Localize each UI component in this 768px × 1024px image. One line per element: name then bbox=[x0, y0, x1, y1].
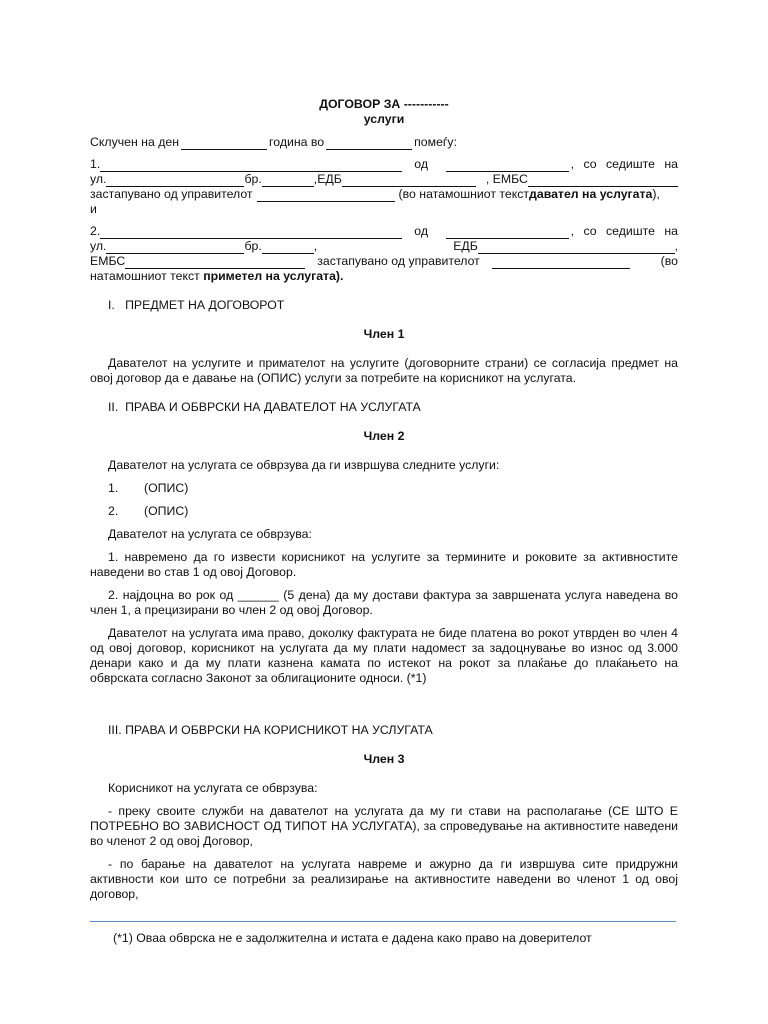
and-text: и bbox=[90, 202, 97, 216]
article2-para2: 2. најдоцна во рок од ______ (5 дена) да му достави фактура за завршената услуга наведена во член 1, а прецизирани во член 2 од овој Договор. bbox=[90, 588, 678, 617]
party1-edb: ,ЕДБ bbox=[313, 172, 342, 186]
article1-title: Член 1 bbox=[363, 327, 405, 341]
party2-od: од bbox=[414, 224, 429, 238]
list-item-text: (ОПИС) bbox=[144, 481, 189, 495]
party2-name-blank[interactable] bbox=[100, 226, 402, 239]
party2-rep-bold: приметел на услугата). bbox=[203, 269, 344, 283]
party1-line2 bbox=[90, 172, 678, 187]
party2-line3 bbox=[90, 254, 678, 269]
party1-rep-text: (во натамошниот текст bbox=[398, 187, 530, 201]
article2-para1: 1. навремено да го извести корисникот на услугите за термините и роковите за активностите наведени во став 1 од овој Договор. bbox=[90, 550, 678, 579]
list-item-num: 1. bbox=[108, 481, 119, 495]
party2-line1 bbox=[90, 224, 678, 239]
party2-line2: ул. бр. , ЕДБ , bbox=[90, 239, 678, 253]
section3-heading: III. ПРАВА И ОБВРСКИ НА КОРИСНИКОТ НА УСЛУГАТА bbox=[108, 723, 433, 737]
list-item-num: 2. bbox=[108, 504, 119, 518]
party2-street-blank[interactable] bbox=[106, 241, 244, 254]
doc-title: ДОГОВОР ЗА ----------- bbox=[319, 97, 449, 111]
party1-name-blank[interactable] bbox=[100, 159, 402, 172]
party1-num: 1. bbox=[90, 157, 101, 171]
concluded-line bbox=[90, 135, 678, 150]
article3-para2: - по барање на давателот на услугата навреме и ажурно да ги извршува сите придружни активности кои што се потребни за реализирање на активностите наведени во членот 1 од овој договор, bbox=[90, 857, 678, 901]
party1-embs-blank[interactable] bbox=[528, 174, 678, 187]
party2-edb: ЕДБ bbox=[453, 239, 478, 253]
party2-embs-blank[interactable] bbox=[125, 256, 305, 269]
list-item bbox=[90, 481, 678, 496]
party2-embs: ЕМБС bbox=[90, 254, 126, 268]
article2-title: Член 2 bbox=[363, 429, 405, 443]
party2-seat-label: , со седиште на bbox=[570, 224, 678, 238]
party1-manager-blank[interactable] bbox=[257, 189, 395, 202]
article2-intro: Давателот на услугата се обврзува да ги извршува следните услуги: bbox=[108, 458, 500, 472]
party1-ul: ул. bbox=[90, 172, 107, 186]
doc-subtitle: услуги bbox=[363, 112, 405, 126]
party1-rep-label: застапувано од управителот bbox=[90, 187, 253, 201]
list-item-text: (ОПИС) bbox=[144, 504, 189, 518]
party2-no-blank[interactable] bbox=[262, 241, 314, 254]
concluded-label: Склучен на ден bbox=[90, 135, 180, 149]
party1-street-blank[interactable] bbox=[106, 174, 244, 187]
article3-intro: Корисникот на услугата се обврзува: bbox=[108, 781, 318, 795]
party1-line3 bbox=[90, 187, 678, 202]
party2-ul: ул. bbox=[90, 239, 107, 253]
party2-rep-vo: (во bbox=[660, 254, 678, 268]
party1-seat-label: , со седиште на bbox=[570, 157, 678, 171]
party2-edb-blank[interactable] bbox=[478, 241, 675, 254]
party2-rep-label: застапувано од управителот bbox=[317, 254, 480, 268]
party1-od-blank[interactable] bbox=[446, 159, 569, 172]
year-label: година во bbox=[269, 135, 325, 149]
party1-embs: , ЕМБС bbox=[485, 172, 528, 186]
party2-num: 2. bbox=[90, 224, 101, 238]
party2-br: бр. bbox=[244, 239, 262, 253]
party1-line1 bbox=[90, 157, 678, 172]
party2-manager-blank[interactable] bbox=[492, 256, 630, 269]
place-blank[interactable] bbox=[326, 137, 412, 150]
article3-title: Член 3 bbox=[363, 752, 405, 766]
section1-heading: I. ПРЕДМЕТ НА ДОГОВОРОТ bbox=[108, 298, 285, 312]
article2-para3: Давателот на услугата има право, доколку фактурата не биде платена во рокот утврден во член 4 од овој договор, корисникот на услугата да му плати надомест за задоцнување во износ од 3.000 денари како и да му плати казнена камата по истекот на рокот за плаќање до плаќањето на обврската согласно Законот за облигационите односи. (*1) bbox=[90, 626, 678, 685]
section2-heading: II. ПРАВА И ОБВРСКИ НА ДАВАТЕЛОТ НА УСЛУГАТА bbox=[108, 400, 421, 414]
article3-para1: - преку своите служби на давателот на услугата да му ги стави на располагање (СЕ ШТО Е ПОТРЕБНО ВО ЗАВИСНОСТ ОД ТИПОТ НА УСЛУГАТА), за спроведување на активностите наведени во членот 2 од овој Договор, bbox=[90, 804, 678, 848]
between-label: помеѓу: bbox=[414, 135, 457, 149]
party1-rep-bold: давател на услугата bbox=[529, 187, 653, 201]
article2-obliged: Давателот на услугата се обврзува: bbox=[108, 527, 312, 541]
party1-edb-blank[interactable] bbox=[342, 174, 476, 187]
party1-br: бр. bbox=[244, 172, 262, 186]
footnote: (*1) Оваа обврска не е задолжителна и истата е дадена како право на доверителот bbox=[113, 931, 592, 945]
document-body bbox=[90, 97, 678, 902]
list-item bbox=[90, 504, 678, 519]
party2-rep-text: натамошниот текст bbox=[90, 269, 204, 283]
party1-no-blank[interactable] bbox=[262, 174, 314, 187]
party1-rep-end: ), bbox=[652, 187, 660, 201]
date-blank[interactable] bbox=[181, 137, 267, 150]
party2-od-blank[interactable] bbox=[446, 226, 569, 239]
article1-text: Давателот на услугите и примателот на услугите (договорните страни) се согласија предмет на овој договор да е давање на (ОПИС) услуги за потребите на корисникот на услугата. bbox=[90, 356, 678, 385]
footnote-separator bbox=[90, 921, 676, 922]
party1-od: од bbox=[414, 157, 429, 171]
